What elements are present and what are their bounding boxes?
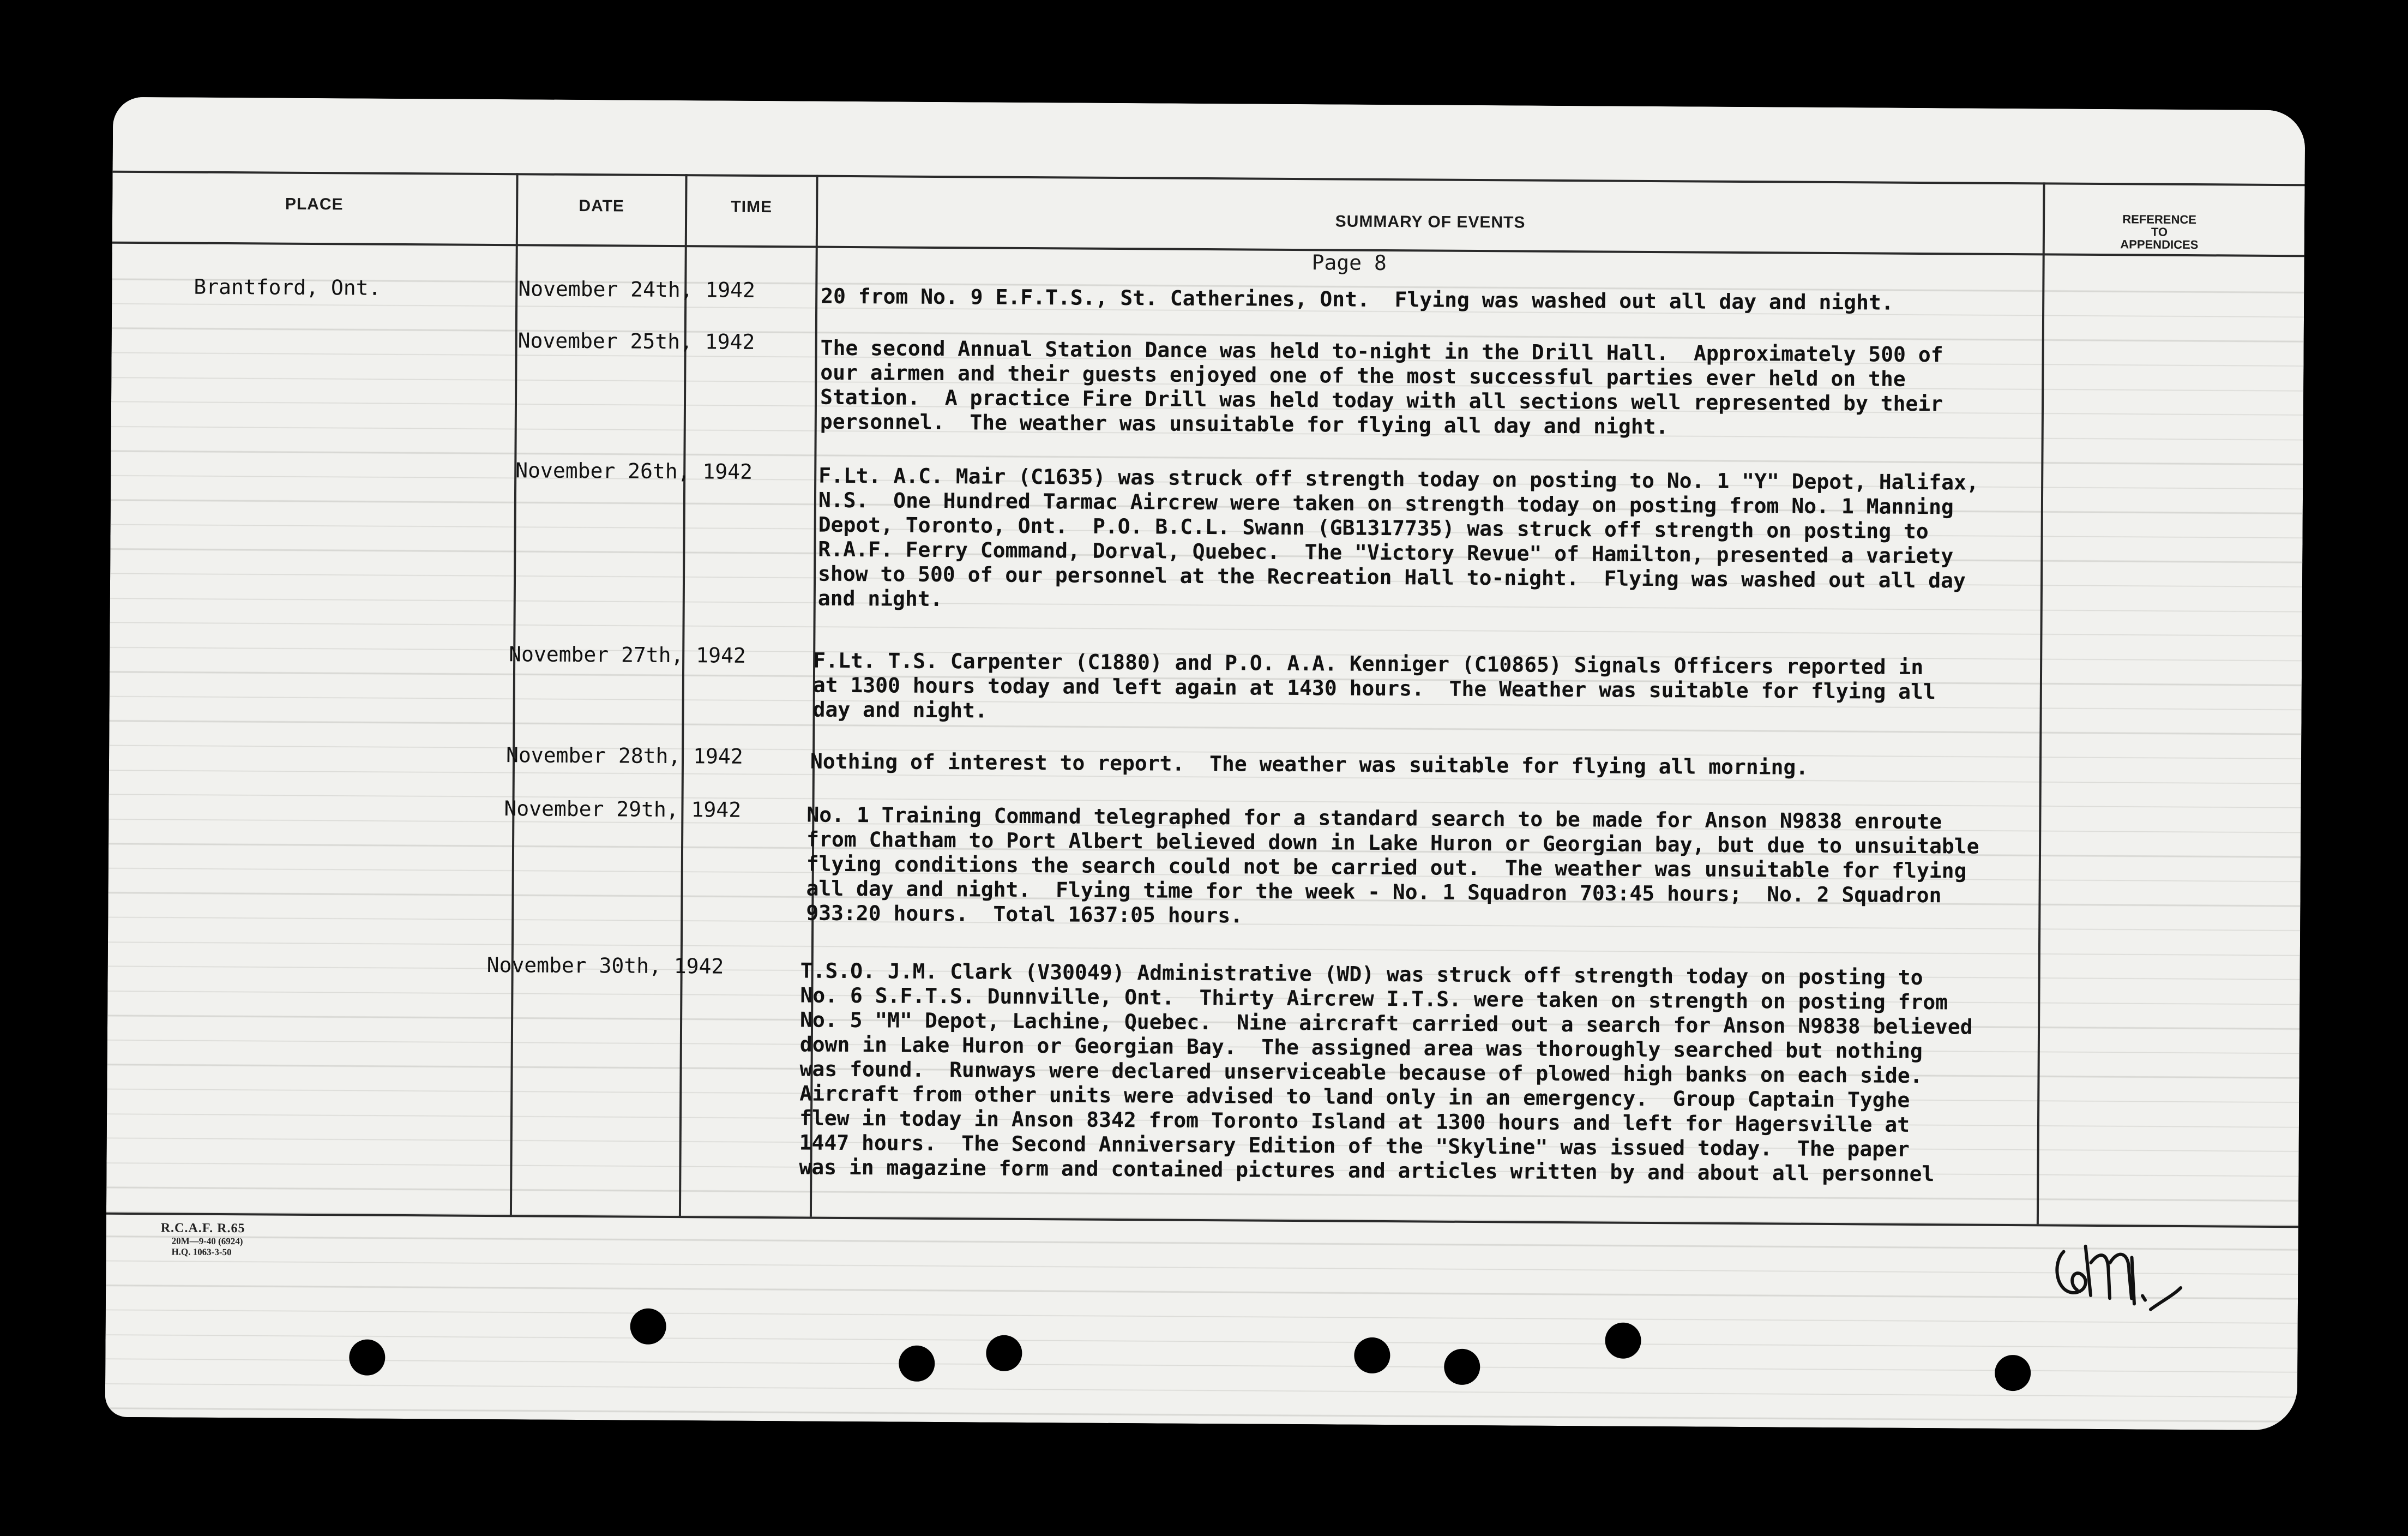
reference-header-line-2: TO xyxy=(2151,225,2168,239)
summary-column-header: SUMMARY OF EVENTS xyxy=(1335,212,1526,232)
entry-date-nov-29: November 29th, 1942 xyxy=(504,796,742,822)
entry-date-nov-25: November 25th, 1942 xyxy=(517,328,755,354)
entry-summary-nov-30: T.S.O. J.M. Clark (V30049) Administrative (WD) was struck off strength today on posting to No. 6 S.F.T.S. Dunnville, Ont. Thirty Aircrew I.T.S. were taken on strength on posting from No. 5 "M" Depot, Lachine, Quebec. Nine aircraft carried out a search for Anson N9838 believed down in Lake Huron or Georgian Bay. The assigned area was thoroughly searched but nothing was found. Runways were declared unserviceable because of plowed high banks on each side. Aircraft from other units were advised to land only in an emergency. Group Captain Tyghe flew in today in Anson 8342 from Toronto Island at 1300 hours and left for Hagersville at 1447 hours. The Second Anniversary Edition of the "Skyline" was issued today. The paper was in magazine form and contained pictures and articles written by and about all personnel xyxy=(799,958,1973,1186)
punch-hole xyxy=(1354,1337,1390,1373)
entry-date-nov-26: November 26th, 1942 xyxy=(515,458,753,484)
punch-hole xyxy=(1444,1349,1480,1385)
punch-hole xyxy=(1995,1355,2031,1391)
header-band xyxy=(112,97,2305,266)
form-identifier xyxy=(160,1221,245,1258)
handwritten-initials-signature xyxy=(2047,1229,2189,1323)
entry-summary-nov-24: 20 from No. 9 E.F.T.S., St. Catherines, Ont. Flying was washed out all day and night. xyxy=(821,284,1894,315)
entry-summary-nov-28: Nothing of interest to report. The weather was suitable for flying all morning. xyxy=(810,749,1809,779)
form-hq-code: H.Q. 1063-3-50 xyxy=(171,1246,232,1258)
footer-rule xyxy=(106,1213,2298,1228)
punch-hole xyxy=(349,1339,385,1375)
form-print-code: 20M—9-40 (6924) xyxy=(171,1235,243,1247)
punch-hole xyxy=(1605,1323,1641,1359)
reference-header-line-1: REFERENCE xyxy=(2122,212,2197,227)
time-column-header: TIME xyxy=(731,197,773,217)
punch-hole xyxy=(986,1335,1022,1371)
entry-date-nov-28: November 28th, 1942 xyxy=(505,743,743,769)
page-number: Page 8 xyxy=(1311,250,1387,275)
entry-summary-nov-27: F.Lt. T.S. Carpenter (C1880) and P.O. A.A. Kenniger (C10865) Signals Officers reported in at 1300 hours today and left again at 1430 hours. The Weather was suitable for flying all day and night. xyxy=(812,648,1936,723)
entry-summary-nov-26: F.Lt. A.C. Mair (C1635) was struck off strength today on posting to No. 1 "Y" Depot, Halifax, N.S. One Hundred Tarmac Aircrew were taken on strength today on posting from No. 1 Manning Depot, Toronto, Ont. P.O. B.C.L. Swann (GB1317735) was struck off strength on posting to R.A.F. Ferry Command, Dorval, Quebec. The "Victory Revue" of Hamilton, presented a variety show to 500 of our personnel at the Recreation Hall to-night. Flying was washed out all day and night. xyxy=(817,463,1979,611)
entry-date-nov-27: November 27th, 1942 xyxy=(509,642,747,668)
reference-header-line-3: APPENDICES xyxy=(2120,237,2199,252)
diary-form-card xyxy=(105,97,2305,1431)
entry-summary-nov-25: The second Annual Station Dance was held to-night in the Drill Hall. Approximately 500 of our airmen and their guests enjoyed one of the most successful parties ever held on the Station. A practice Fire Drill was held today with all sections well represented by their personnel. The weather was unsuitable for flying all day and night. xyxy=(820,335,1943,439)
date-column-header: DATE xyxy=(579,196,625,215)
place-column-header: PLACE xyxy=(285,195,344,214)
entry-date-nov-30: November 30th, 1942 xyxy=(486,952,724,979)
entry-summary-nov-29: No. 1 Training Command telegraphed for a standard search to be made for Anson N9838 enroute from Chatham to Port Albert believed down in Lake Huron or Georgian bay, but due to unsuitable flying conditions the search could not be carried out. The weather was unsuitable for flying all day and night. Flying time for the week - No. 1 Squadron 703:45 hours; No. 2 Squadron 933:20 hours. Total 1637:05 hours. xyxy=(806,802,1979,928)
reference-column-header xyxy=(2045,212,2274,251)
rule-summary-reference xyxy=(2037,182,2045,1224)
punch-hole xyxy=(899,1346,935,1382)
place-entry: Brantford, Ont. xyxy=(194,274,381,300)
punch-hole xyxy=(630,1309,666,1345)
entry-date-nov-24: November 24th, 1942 xyxy=(518,277,756,302)
form-number: R.C.A.F. R.65 xyxy=(160,1221,245,1236)
rule-place-date xyxy=(510,173,519,1215)
